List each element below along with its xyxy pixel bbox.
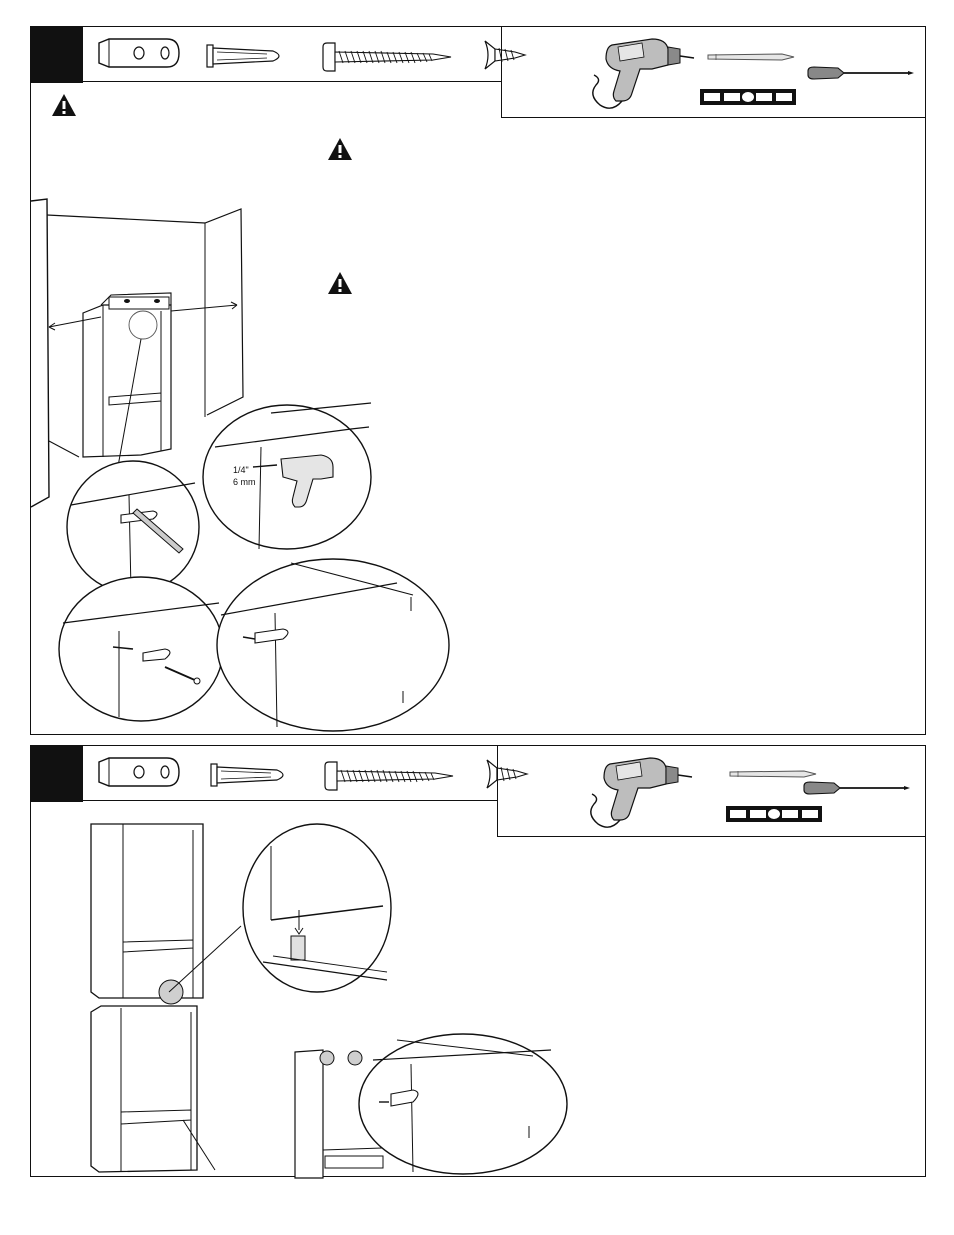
bracket-icon: [95, 756, 183, 790]
detail-attach-bracket: [217, 557, 453, 737]
bracket-icon: [95, 37, 183, 71]
screwdriver-icon: [808, 67, 918, 81]
detail-mark-holes: [67, 457, 207, 597]
pencil-icon: [730, 770, 820, 780]
warning-icon: [327, 271, 353, 295]
long-screw-icon: [325, 762, 457, 792]
step-number-tab: [31, 27, 83, 83]
wall-anchor-icon: [211, 760, 291, 790]
attach-top-bracket-illustration: [293, 1030, 583, 1178]
tools-box: [497, 746, 925, 837]
detail-insert-anchor: [57, 577, 225, 723]
step-1-panel: [30, 26, 926, 735]
detail-dowel-alignment: [237, 820, 393, 996]
detail-leader-line: [159, 916, 249, 996]
warning-icon: [51, 93, 77, 117]
level-icon: [700, 89, 798, 107]
drill-icon: [580, 754, 696, 834]
step-2-panel: [30, 745, 926, 1177]
pencil-icon: [708, 53, 798, 63]
step-number-tab: [31, 746, 83, 802]
long-screw-icon: [323, 43, 455, 73]
detail-drill-holes: [201, 403, 377, 553]
parts-strip: [83, 27, 501, 82]
drill-bit-size-label: 1/4": [233, 465, 249, 475]
warning-icon: [327, 137, 353, 161]
level-icon: [726, 806, 824, 824]
parts-strip: [83, 746, 497, 801]
drill-icon: [582, 35, 698, 115]
tools-box: [501, 27, 925, 118]
drill-bit-metric-label: 6 mm: [233, 477, 256, 487]
screwdriver-icon: [804, 782, 914, 796]
wall-anchor-icon: [207, 41, 287, 71]
stacked-cabinets-illustration: [85, 820, 215, 1176]
